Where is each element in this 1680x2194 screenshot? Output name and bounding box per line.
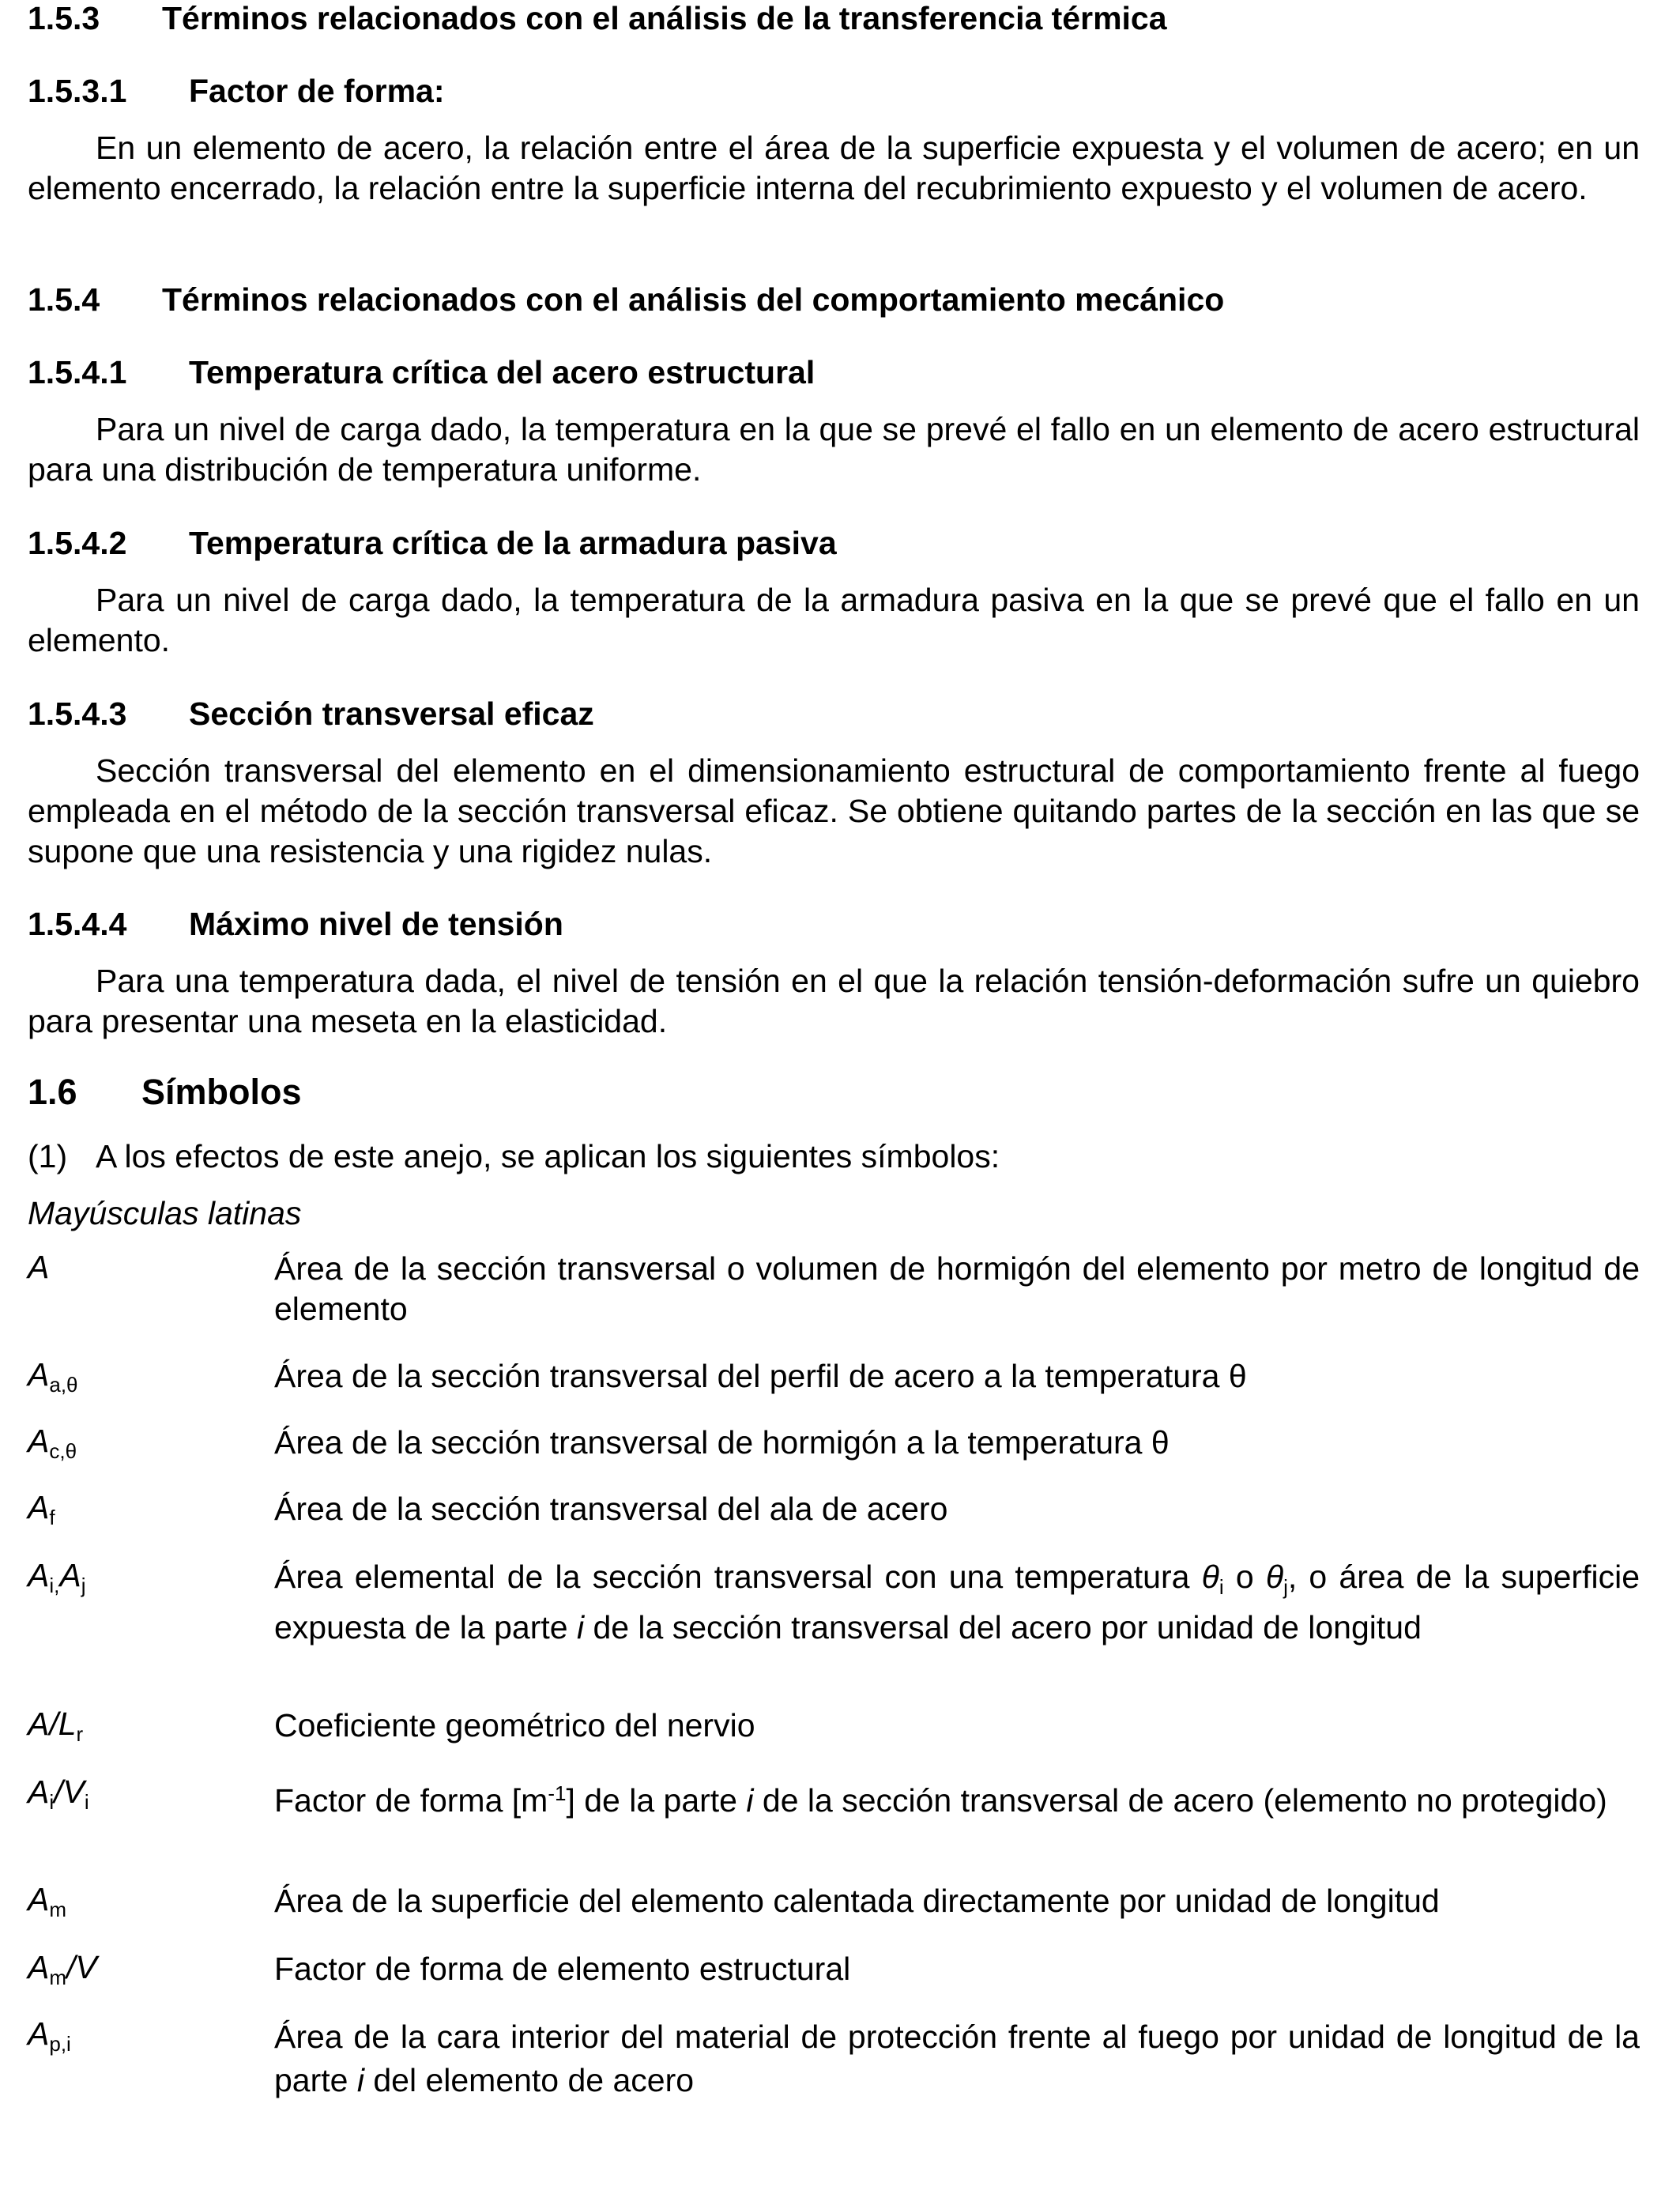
section-title: Temperatura crítica del acero estructural [189,354,816,390]
subscript: i [1219,1575,1224,1599]
definition-text: de la sección transversal de acero (elemento no protegido) [753,1782,1607,1819]
symbol [28,1356,78,1397]
heading-1-5-3 [28,0,1167,37]
definition-text: Área elemental de la sección transversal con una temperatura [274,1559,1202,1595]
symbol-base: A [28,1949,50,1985]
heading-1-5-4 [28,281,1224,319]
section-number: 1.5.4.3 [28,696,127,732]
symbol [28,1949,97,1990]
heading-1-5-3-1 [28,73,445,110]
symbol-definition: Área de la sección transversal del perfil de acero a la temperatura θ [274,1358,1247,1394]
symbol [28,1489,55,1530]
definition-text: Factor de forma [m [274,1782,548,1819]
symbol-base: A [28,1356,50,1393]
symbol-subscript: a,θ [49,1373,78,1397]
symbol-definition: Factor de forma de elemento estructural [274,1951,851,1987]
paragraph-1-5-4-2: Para un nivel de carga dado, la temperatura de la armadura pasiva en la que se prevé que el fallo en un elemento. [28,582,1640,658]
section-title: Símbolos [141,1072,302,1112]
symbol [28,1706,83,1747]
symbol [28,1557,86,1598]
symbol-definition: Área de la sección transversal del ala de acero [274,1491,948,1527]
section-number: 1.5.4.1 [28,354,127,390]
symbols-subheading: Mayúsculas latinas [28,1195,302,1231]
symbol-definition [274,1774,1640,1821]
symbol-base: A [28,1557,50,1593]
heading-1-5-4-1 [28,354,815,391]
symbol-base: A [28,1774,50,1810]
variable-i: i [356,2062,364,2098]
clause-text: A los efectos de este anejo, se aplican los siguientes símbolos: [96,1138,1000,1174]
section-title: Términos relacionados con el análisis del comportamiento mecánico [162,281,1225,318]
symbol-subscript: m [49,1898,67,1921]
section-title: Sección transversal eficaz [189,696,594,732]
heading-1-5-4-3 [28,696,594,733]
symbol-subscript: j [81,1574,86,1597]
symbol [28,1774,89,1815]
symbol-subscript: i, [49,1574,60,1597]
symbol-base: A [28,1881,50,1917]
symbol-definition: Área de la superficie del elemento calentada directamente por unidad de longitud [274,1883,1440,1919]
definition-text: del elemento de acero [363,2062,695,2098]
section-title: Factor de forma: [189,73,445,109]
symbol-base: A [28,1249,50,1285]
section-number: 1.5.4.4 [28,906,127,942]
symbol-base: A/L [28,1706,77,1742]
variable-i: i [746,1782,754,1819]
symbol [28,1249,49,1286]
symbol-subscript: m [49,1966,67,1989]
paragraph-1-5-4-4: Para una temperatura dada, el nivel de tensión en el que la relación tensión-deformación sufre un quiebro para presentar una meseta en la elasticidad. [28,963,1640,1039]
symbol-subscript: p,i [49,2032,71,2056]
symbol-base: A [28,1489,50,1525]
symbol [28,1881,66,1922]
paragraph-1-5-4-3: Sección transversal del elemento en el dimensionamiento estructural de comportamiento frente al fuego empleada en el método de la sección transversal eficaz. Se obtiene quitando partes de la sección en las que se supone que una resistencia y una rigidez nulas. [28,752,1640,869]
definition-text: , o área de la superficie expuesta de la parte [274,1559,1640,1646]
symbol [28,1423,77,1464]
heading-1-6 [28,1072,302,1113]
definition-text: de la sección transversal del acero por unidad de longitud [584,1609,1422,1646]
symbol-definition: Coeficiente geométrico del nervio [274,1707,755,1744]
symbol-base: /V [66,1949,97,1985]
theta-symbol: θ [1265,1559,1284,1595]
section-title: Temperatura crítica de la armadura pasiva [189,525,837,561]
definition-text: o [1223,1559,1266,1595]
definition-text: Área de la cara interior del material de protección frente al fuego por unidad de longitud de la parte [274,2019,1640,2098]
variable-i: i [576,1609,585,1646]
symbol-base: A [28,2015,50,2052]
theta-symbol: θ [1201,1559,1219,1595]
paragraph-1-5-3-1: En un elemento de acero, la relación entre el área de la superficie expuesta y el volumen de acero; en un elemento encerrado, la relación entre la superficie interna del recubrimiento expuesto y el volumen de acero. [28,130,1640,206]
symbol-base: A [59,1557,81,1593]
section-number: 1.5.4 [28,281,100,318]
superscript: -1 [548,1781,567,1805]
symbol-subscript: i [84,1790,89,1814]
section-number: 1.6 [28,1072,77,1112]
subscript: j [1283,1575,1288,1599]
symbol-subscript: r [76,1722,84,1746]
symbol-definition [274,2015,1640,2102]
definition-text: ] de la parte [566,1782,747,1819]
section-title: Máximo nivel de tensión [189,906,563,942]
section-number: 1.5.3 [28,0,100,36]
paragraph-1-5-4-1: Para un nivel de carga dado, la temperatura en la que se prevé el fallo en un elemento de acero estructural para una distribución de temperatura uniforme. [28,411,1640,488]
symbol-subscript: f [49,1506,55,1529]
symbol-definition: Área de la sección transversal o volumen de hormigón del elemento por metro de longitud de elemento [274,1250,1640,1327]
symbol-subscript: c,θ [49,1439,77,1463]
section-title: Términos relacionados con el análisis de la transferencia térmica [162,0,1167,36]
symbol [28,2015,71,2056]
symbol-definition: Área de la sección transversal de hormigón a la temperatura θ [274,1424,1170,1461]
symbols-intro [28,1137,1640,1177]
heading-1-5-4-2 [28,525,837,562]
symbol-definition [274,1557,1640,1648]
heading-1-5-4-4 [28,906,563,943]
section-number: 1.5.4.2 [28,525,127,561]
clause-number: (1) [28,1138,68,1174]
symbol-subscript: i [49,1790,55,1814]
symbol-base: /V [54,1774,85,1810]
section-number: 1.5.3.1 [28,73,127,109]
symbol-base: A [28,1423,50,1459]
